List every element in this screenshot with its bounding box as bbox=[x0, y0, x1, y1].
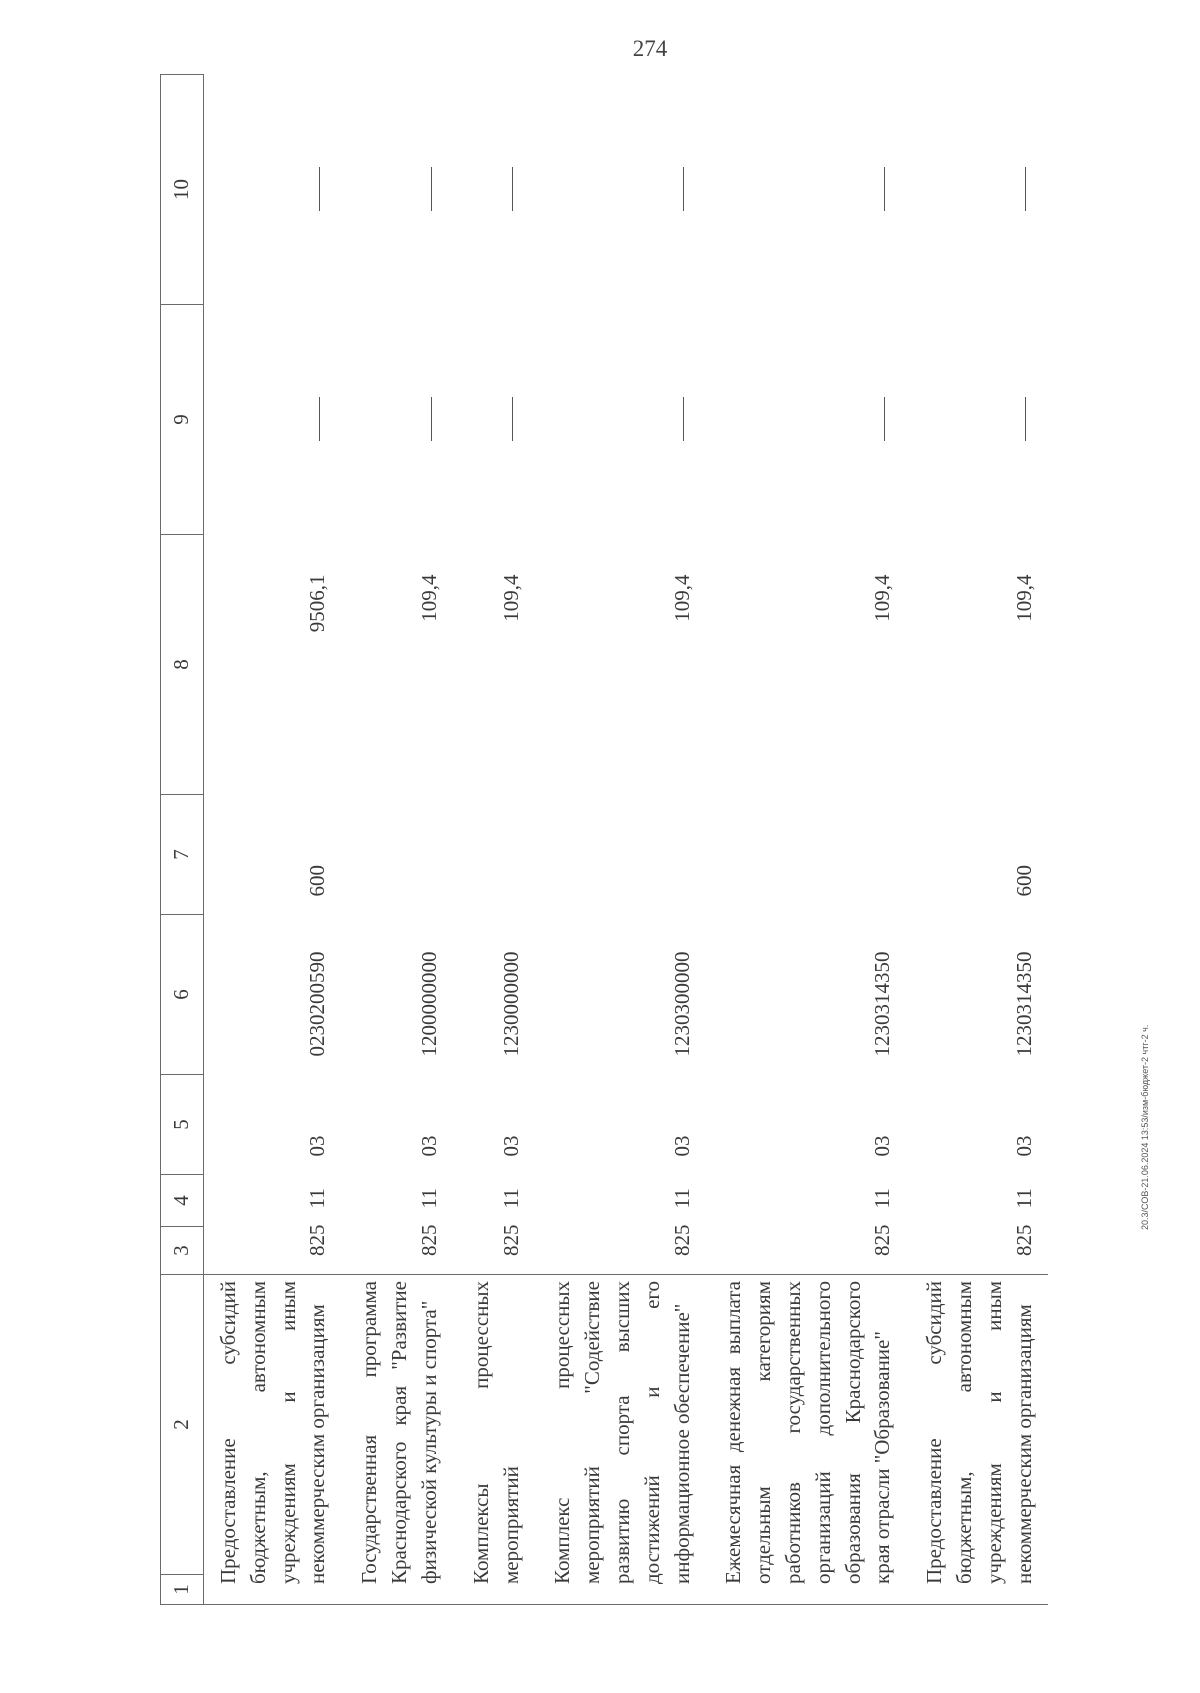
row-name: Государственная программа Краснодарского края "Развитие физической культуры и спорта" bbox=[341, 1275, 452, 1605]
cell-dash-10 bbox=[341, 75, 452, 305]
header-col-4: 4 bbox=[161, 1175, 204, 1227]
header-col-9: 9 bbox=[161, 305, 204, 535]
dash-mark bbox=[683, 398, 684, 442]
cell-pr: 03 bbox=[1011, 1135, 1036, 1157]
header-col-8: 8 bbox=[161, 535, 204, 795]
cell-pr: 03 bbox=[416, 1135, 441, 1157]
budget-table bbox=[160, 74, 1048, 1605]
row-name: Предоставление субсидий бюджетным, автономным учреждениям и иным некоммерческим организациям bbox=[204, 1275, 342, 1605]
dash-mark bbox=[319, 398, 320, 442]
table-row bbox=[453, 75, 535, 1605]
cell-dash-9 bbox=[534, 305, 705, 535]
cell-vr: 600 bbox=[1011, 865, 1036, 897]
dash-mark bbox=[1025, 168, 1026, 212]
cell-dash-9 bbox=[341, 305, 452, 535]
cell-dash-10 bbox=[705, 75, 906, 305]
cell-amount: 109,4 bbox=[498, 574, 523, 622]
cell-dash-9 bbox=[906, 305, 1047, 535]
cell-dash-10 bbox=[534, 75, 705, 305]
table-row bbox=[341, 75, 452, 1605]
cell-dash-9 bbox=[453, 305, 535, 535]
cell-vr bbox=[534, 795, 705, 915]
cell-csr: 1230300000 bbox=[669, 951, 694, 1057]
cell-ved: 825 bbox=[416, 1224, 441, 1256]
cell-vr: 600 bbox=[305, 865, 330, 897]
cell-ved: 825 bbox=[870, 1224, 895, 1256]
cell-vr bbox=[341, 795, 452, 915]
cell-vr bbox=[705, 795, 906, 915]
dash-mark bbox=[884, 398, 885, 442]
cell-amount: 109,4 bbox=[416, 574, 441, 622]
table-row bbox=[705, 75, 906, 1605]
cell-pr: 03 bbox=[669, 1135, 694, 1157]
table-row bbox=[204, 75, 342, 1605]
dash-mark bbox=[319, 168, 320, 212]
page-number: 274 bbox=[632, 36, 668, 61]
header-col-5: 5 bbox=[161, 1075, 204, 1175]
dash-mark bbox=[512, 168, 513, 212]
cell-csr: 1230000000 bbox=[498, 951, 523, 1057]
table-row bbox=[534, 75, 705, 1605]
row-name: Комплексы процессных мероприятий bbox=[453, 1275, 535, 1605]
cell-csr: 1200000000 bbox=[416, 951, 441, 1057]
dash-mark bbox=[683, 168, 684, 212]
cell-amount: 109,4 bbox=[1011, 574, 1036, 622]
cell-amount: 109,4 bbox=[669, 574, 694, 622]
table-row bbox=[906, 75, 1047, 1605]
rotated-table-container bbox=[160, 75, 1070, 1605]
cell-vr bbox=[453, 795, 535, 915]
header-col-1: 1 bbox=[161, 1575, 204, 1605]
dash-mark bbox=[884, 168, 885, 212]
cell-rz: 11 bbox=[416, 1188, 441, 1209]
cell-rz: 11 bbox=[1011, 1188, 1036, 1209]
cell-amount: 109,4 bbox=[870, 574, 895, 622]
header-col-3: 3 bbox=[161, 1227, 204, 1275]
cell-rz: 11 bbox=[498, 1188, 523, 1209]
cell-ved: 825 bbox=[305, 1224, 330, 1256]
header-col-6: 6 bbox=[161, 915, 204, 1075]
cell-dash-10 bbox=[906, 75, 1047, 305]
cell-csr: 1230314350 bbox=[870, 951, 895, 1057]
row-name: Комплекс процессных мероприятий "Содействие развитию спорта высших достижений и его информационное обеспечение" bbox=[534, 1275, 705, 1605]
cell-rz: 11 bbox=[305, 1188, 330, 1209]
cell-ved: 825 bbox=[1011, 1224, 1036, 1256]
cell-csr: 0230200590 bbox=[305, 951, 330, 1057]
cell-rz: 11 bbox=[669, 1188, 694, 1209]
dash-mark bbox=[431, 168, 432, 212]
cell-dash-10 bbox=[204, 75, 342, 305]
header-col-2: 2 bbox=[161, 1275, 204, 1575]
cell-dash-10 bbox=[453, 75, 535, 305]
cell-ved: 825 bbox=[669, 1224, 694, 1256]
dash-mark bbox=[431, 398, 432, 442]
cell-dash-9 bbox=[705, 305, 906, 535]
header-row bbox=[161, 75, 204, 1605]
cell-dash-9 bbox=[204, 305, 342, 535]
cell-csr: 1230314350 bbox=[1011, 951, 1036, 1057]
footer-stamp: 20.3/СОВ-21.06.2024 13:53/изм-бюджет-2 чтг-2 ч. bbox=[1140, 1024, 1150, 1230]
row-name: Предоставление субсидий бюджетным, автономным учреждениям и иным некоммерческим организациям bbox=[906, 1275, 1047, 1605]
cell-rz: 11 bbox=[870, 1188, 895, 1209]
cell-amount: 9506,1 bbox=[305, 574, 330, 633]
dash-mark bbox=[512, 398, 513, 442]
dash-mark bbox=[1025, 398, 1026, 442]
cell-pr: 03 bbox=[870, 1135, 895, 1157]
cell-pr: 03 bbox=[498, 1135, 523, 1157]
cell-pr: 03 bbox=[305, 1135, 330, 1157]
cell-ved: 825 bbox=[498, 1224, 523, 1256]
header-col-10: 10 bbox=[161, 75, 204, 305]
header-col-7: 7 bbox=[161, 795, 204, 915]
row-name: Ежемесячная денежная выплата отдельным категориям работников государственных организаций дополнительного образования Краснодарского края отрасли "Образование" bbox=[705, 1275, 906, 1605]
